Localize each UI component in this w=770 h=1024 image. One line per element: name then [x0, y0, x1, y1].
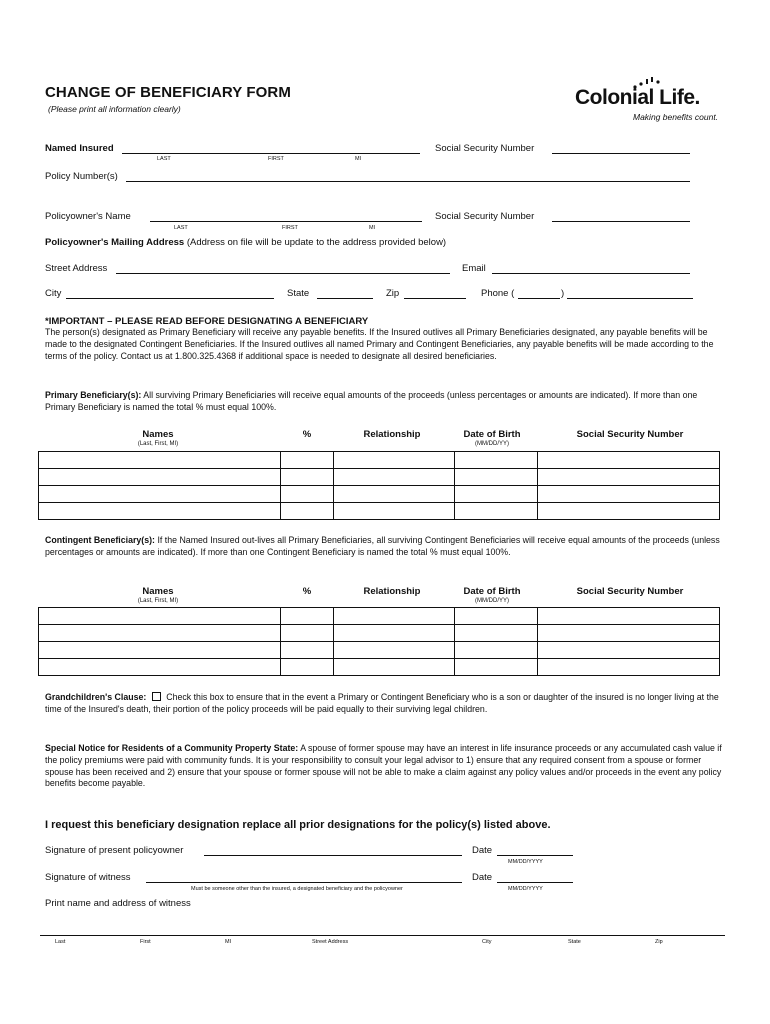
contingent-relationship-cell[interactable] — [333, 608, 455, 625]
city-label: City — [45, 288, 62, 299]
footer-last: Last — [55, 939, 66, 945]
mailing-address-label: Policyowner's Mailing Address — [45, 237, 185, 248]
policyowner-ssn-label: Social Security Number — [435, 211, 535, 222]
street-address-label: Street Address — [45, 263, 108, 274]
phone-close-paren: ) — [561, 288, 565, 299]
named-insured-field[interactable] — [122, 153, 420, 154]
community-property-notice — [45, 743, 725, 790]
contingent-relationship-cell[interactable] — [333, 642, 455, 659]
witness-signature-label: Signature of witness — [45, 872, 131, 883]
form-title: CHANGE OF BENEFICIARY FORM — [45, 84, 291, 101]
primary-ssn-cell[interactable] — [538, 503, 720, 520]
footer-state: State — [568, 939, 581, 945]
email-field[interactable] — [492, 273, 690, 274]
notice-label: Special Notice for Residents of a Community Property State: — [45, 743, 299, 753]
primary-name-cell[interactable] — [39, 486, 281, 503]
mailing-address-note: (Address on file will be update to the address provided below) — [186, 237, 447, 248]
logo-text: Colonial Life. — [575, 86, 700, 109]
contingent-dob-cell[interactable] — [455, 659, 538, 676]
primary-col-ssn: Social Security Number — [576, 429, 684, 440]
contingent-percent-cell[interactable] — [280, 659, 333, 676]
policyowner-signature-field[interactable] — [204, 855, 462, 856]
contingent-col-relationship: Relationship — [363, 586, 421, 597]
primary-relationship-cell[interactable] — [333, 452, 455, 469]
mailing-address-heading — [45, 237, 446, 248]
policyowner-name-field[interactable] — [150, 221, 422, 222]
zip-label: Zip — [386, 288, 400, 299]
contingent-percent-cell[interactable] — [280, 642, 333, 659]
grandchildren-label: Grandchildren's Clause: — [45, 692, 147, 702]
policyowner-signature-label: Signature of present policyowner — [45, 845, 184, 856]
footer-street: Street Address — [312, 939, 349, 945]
form-subtitle: (Please print all information clearly) — [48, 104, 181, 114]
table-row — [39, 642, 720, 659]
primary-name-cell[interactable] — [39, 452, 281, 469]
request-statement: I request this beneficiary designation replace all prior designations for the policy(s) listed above. — [45, 819, 551, 831]
contingent-col-ssn: Social Security Number — [576, 586, 684, 597]
primary-ssn-cell[interactable] — [538, 452, 720, 469]
primary-col-percent: % — [302, 429, 312, 440]
named-insured-mi: MI — [355, 156, 362, 162]
primary-percent-cell[interactable] — [280, 486, 333, 503]
contingent-description — [45, 535, 725, 559]
witness-note: Must be someone other than the insured, a designated beneficiary and the policyowner — [191, 886, 403, 892]
notice-text: A spouse of former spouse may have an interest in life insurance proceeds or any accumulated cash value if the policy premiums were paid with community funds. It is your responsibility to consult your legal advisor to 1) ensure that any required consent from a spouse or former spouse has been received and 2) ensure that your spouse or former spouse will not be able to make a claim against any policy values and/or proceeds in the event any policy benefits become payable. — [45, 743, 722, 789]
primary-dob-cell[interactable] — [455, 486, 538, 503]
primary-percent-cell[interactable] — [280, 503, 333, 520]
policyowner-last: LAST — [174, 225, 188, 231]
table-row — [39, 503, 720, 520]
contingent-dob-cell[interactable] — [455, 625, 538, 642]
contingent-beneficiary-table — [38, 607, 720, 676]
table-row — [39, 452, 720, 469]
named-insured-first: FIRST — [268, 156, 284, 162]
primary-text: All surviving Primary Beneficiaries will receive equal amounts of the proceeds (unless percentages or amounts are indicated). If more than one Primary Beneficiary is named the total % must equal 100%. — [45, 390, 698, 412]
phone-label: Phone ( — [481, 288, 515, 299]
primary-beneficiary-table — [38, 451, 720, 520]
primary-col-names-sub: (Last, First, MI) — [137, 441, 179, 447]
primary-percent-cell[interactable] — [280, 452, 333, 469]
policyowner-date-label: Date — [472, 845, 493, 856]
state-label: State — [287, 288, 310, 299]
contingent-relationship-cell[interactable] — [333, 659, 455, 676]
policy-numbers-field[interactable] — [126, 181, 690, 182]
state-field[interactable] — [317, 298, 373, 299]
colonial-life-logo — [575, 76, 735, 124]
primary-label: Primary Beneficiary(s): — [45, 390, 142, 400]
policy-numbers-label: Policy Number(s) — [45, 171, 118, 182]
policyowner-date-field[interactable] — [497, 855, 573, 856]
insured-ssn-label: Social Security Number — [435, 143, 535, 154]
policyowner-name-label: Policyowner's Name — [45, 211, 131, 222]
phone-area-code-field[interactable] — [518, 298, 560, 299]
important-heading: *IMPORTANT – PLEASE READ BEFORE DESIGNATING A BENEFICIARY — [45, 316, 369, 327]
footer-first: First — [140, 939, 151, 945]
primary-col-dob-sub: (MM/DD/YY) — [475, 441, 509, 447]
primary-dob-cell[interactable] — [455, 503, 538, 520]
contingent-dob-cell[interactable] — [455, 642, 538, 659]
logo-tagline: Making benefits count. — [633, 112, 719, 122]
witness-signature-field[interactable] — [146, 882, 462, 883]
primary-dob-cell[interactable] — [455, 452, 538, 469]
contingent-name-cell[interactable] — [39, 642, 281, 659]
table-row — [39, 486, 720, 503]
witness-date-field[interactable] — [497, 882, 573, 883]
primary-col-names: Names — [142, 429, 174, 440]
named-insured-last: LAST — [157, 156, 171, 162]
policyowner-mi: MI — [369, 225, 376, 231]
contingent-name-cell[interactable] — [39, 608, 281, 625]
primary-description — [45, 390, 725, 414]
contingent-ssn-cell[interactable] — [538, 659, 720, 676]
named-insured-label: Named Insured — [45, 143, 114, 154]
contingent-relationship-cell[interactable] — [333, 625, 455, 642]
contingent-col-dob: Date of Birth — [463, 586, 521, 597]
primary-relationship-cell[interactable] — [333, 503, 455, 520]
contingent-percent-cell[interactable] — [280, 625, 333, 642]
grandchildren-checkbox[interactable] — [152, 692, 161, 701]
primary-ssn-cell[interactable] — [538, 469, 720, 486]
contingent-percent-cell[interactable] — [280, 608, 333, 625]
city-field[interactable] — [66, 298, 274, 299]
grandchildren-text: Check this box to ensure that in the event a Primary or Contingent Beneficiary who is a son or daughter of the insured is no longer living at the time of the Insured's death, their portion of the policy proceeds will be paid equally to their surviving legal children. — [45, 692, 719, 714]
footer-city: City — [482, 939, 492, 945]
contingent-ssn-cell[interactable] — [538, 608, 720, 625]
primary-ssn-cell[interactable] — [538, 486, 720, 503]
witness-address-field[interactable] — [40, 935, 725, 936]
table-row — [39, 659, 720, 676]
primary-name-cell[interactable] — [39, 503, 281, 520]
footer-mi: MI — [225, 939, 232, 945]
contingent-ssn-cell[interactable] — [538, 642, 720, 659]
phone-number-field[interactable] — [567, 298, 693, 299]
street-address-field[interactable] — [116, 273, 450, 274]
contingent-col-names-sub: (Last, First, MI) — [137, 598, 179, 604]
table-row — [39, 608, 720, 625]
primary-percent-cell[interactable] — [280, 469, 333, 486]
email-label: Email — [462, 263, 486, 274]
contingent-col-percent: % — [302, 586, 312, 597]
footer-zip: Zip — [655, 939, 663, 945]
contingent-name-cell[interactable] — [39, 625, 281, 642]
primary-relationship-cell[interactable] — [333, 469, 455, 486]
primary-col-dob: Date of Birth — [463, 429, 521, 440]
contingent-col-dob-sub: (MM/DD/YY) — [475, 598, 509, 604]
contingent-col-names: Names — [142, 586, 174, 597]
contingent-dob-cell[interactable] — [455, 608, 538, 625]
zip-field[interactable] — [404, 298, 466, 299]
witness-date-label: Date — [472, 872, 493, 883]
primary-col-relationship: Relationship — [363, 429, 421, 440]
important-text: The person(s) designated as Primary Beneficiary will receive any payable benefits. If the Insured outlives all Primary Beneficiaries designated, any payable benefits will be made to the designated Contingent Beneficiaries. If the Insured outlives all named Primary and Contingent Beneficiaries, any payable benefits will be made according to the terms of the policy. Contact us at 1.800.325.4368 if additional space is needed to designate all desired beneficiaries. — [45, 327, 714, 361]
primary-name-cell[interactable] — [39, 469, 281, 486]
policyowner-ssn-field[interactable] — [552, 221, 690, 222]
table-row — [39, 625, 720, 642]
policyowner-first: FIRST — [282, 225, 298, 231]
print-witness-label: Print name and address of witness — [45, 898, 191, 909]
insured-ssn-field[interactable] — [552, 153, 690, 154]
contingent-label: Contingent Beneficiary(s): — [45, 535, 155, 545]
policyowner-date-format: MM/DD/YYYY — [508, 859, 543, 865]
grandchildren-clause — [45, 692, 725, 716]
witness-date-format: MM/DD/YYYY — [508, 886, 543, 892]
primary-relationship-cell[interactable] — [333, 486, 455, 503]
contingent-ssn-cell[interactable] — [538, 625, 720, 642]
contingent-text: If the Named Insured out-lives all Primary Beneficiaries, all surviving Contingent Beneficiaries will receive equal amounts of the proceeds (unless percentages or amounts are indicated). If more than one Contingent Beneficiary is named the total % must equal 100%. — [45, 535, 720, 557]
contingent-name-cell[interactable] — [39, 659, 281, 676]
primary-dob-cell[interactable] — [455, 469, 538, 486]
table-row — [39, 469, 720, 486]
